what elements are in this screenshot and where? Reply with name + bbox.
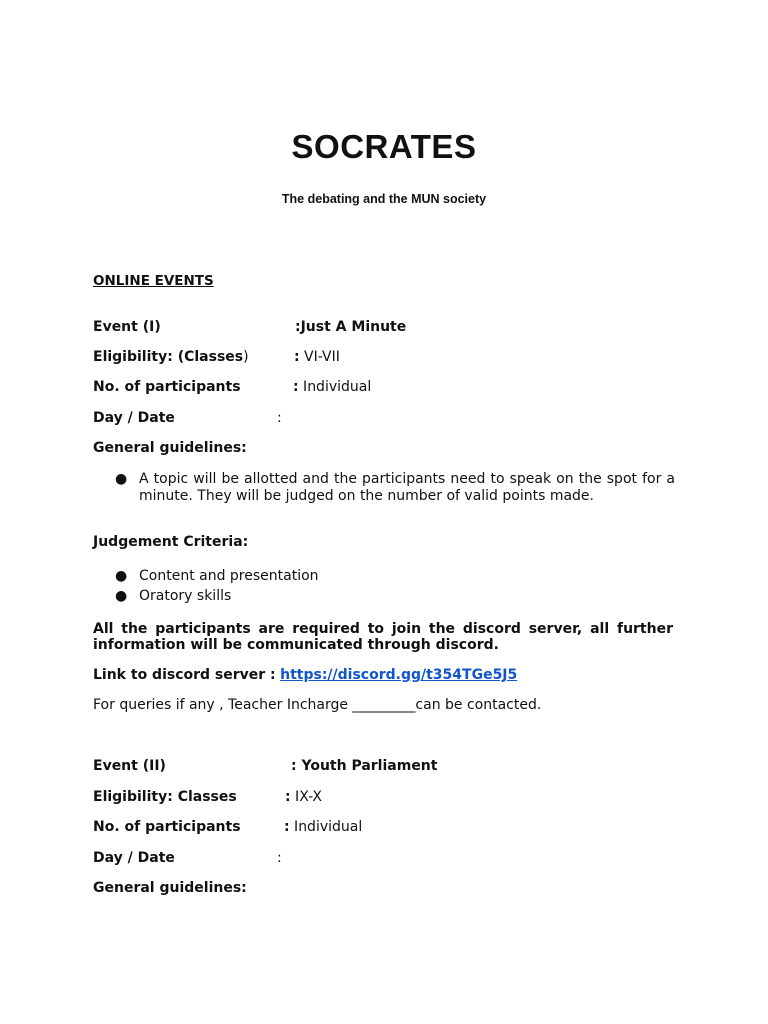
event2-participants-label: No. of participants: [93, 819, 241, 835]
event1-eligibility-value: VI-VII: [299, 349, 340, 365]
event2-guidelines-label: General guidelines:: [93, 880, 247, 896]
document-title: SOCRATES: [291, 128, 477, 165]
event1-date-label: Day / Date: [93, 410, 175, 426]
event1-eligibility-row: [93, 349, 340, 369]
criteria-text: Oratory skills: [139, 588, 232, 604]
event2-value: : Youth Parliament: [291, 758, 438, 774]
event2-row: [93, 758, 438, 778]
event2-participants-value: Individual: [289, 819, 363, 835]
event2-eligibility-row: [93, 789, 323, 809]
event1-criteria-list: [115, 566, 675, 606]
event1-date-colon: :: [277, 410, 282, 426]
event1-guidelines-list: [115, 471, 675, 504]
list-item: [115, 586, 675, 606]
event2-eligibility-colon: :: [285, 789, 291, 805]
criteria-text: Content and presentation: [139, 568, 319, 584]
event1-row: [93, 319, 407, 339]
bullet-icon: ●: [115, 588, 128, 604]
event1-participants-value-wrap: [293, 379, 371, 395]
event1-eligibility-colon: :: [294, 349, 300, 365]
event1-participants-colon: :: [293, 379, 299, 395]
discord-note: All the participants are required to join the discord server, all further information will be communicated through discord.: [93, 621, 673, 653]
list-item: [115, 471, 675, 504]
event1-label: Event (I): [93, 319, 161, 335]
event2-eligibility-value: IX-X: [290, 789, 323, 805]
bullet-icon: ●: [115, 471, 128, 487]
event2-date-row: [93, 850, 282, 870]
event2-eligibility-label: Eligibility: Classes: [93, 789, 237, 805]
discord-link-label: Link to discord server :: [93, 667, 276, 683]
discord-link-row: [93, 667, 517, 687]
event1-eligibility-value-wrap: [294, 349, 340, 365]
event2-participants-value-wrap: [284, 819, 362, 835]
bullet-icon: ●: [115, 568, 128, 584]
event1-eligibility-label: Eligibility: (Classes: [93, 349, 244, 365]
event2-participants-row: [93, 819, 363, 839]
discord-link[interactable]: https://discord.gg/t354TGe5J5: [280, 667, 518, 683]
event1-value: :Just A Minute: [295, 319, 407, 335]
section-heading: ONLINE EVENTS: [93, 273, 214, 289]
event2-date-label: Day / Date: [93, 850, 175, 866]
event1-date-row: [93, 410, 282, 430]
event1-criteria-label: Judgement Criteria:: [93, 534, 249, 550]
guideline-text: A topic will be allotted and the participants need to speak on the spot for a minute. They will be judged on the number of valid points made.: [139, 471, 675, 504]
event1-participants-row: [93, 379, 372, 399]
event2-date-colon: :: [277, 850, 282, 866]
queries-text: For queries if any , Teacher Incharge _________can be contacted.: [93, 697, 542, 713]
event1-participants-label: No. of participants: [93, 379, 241, 395]
event2-eligibility-value-wrap: [285, 789, 322, 805]
event1-guidelines-label: General guidelines:: [93, 440, 247, 456]
list-item: [115, 566, 675, 586]
event2-label: Event (II): [93, 758, 166, 774]
event1-eligibility-paren: ): [243, 349, 249, 365]
document-subtitle: The debating and the MUN society: [281, 192, 487, 206]
event1-participants-value: Individual: [298, 379, 372, 395]
event2-participants-colon: :: [284, 819, 290, 835]
